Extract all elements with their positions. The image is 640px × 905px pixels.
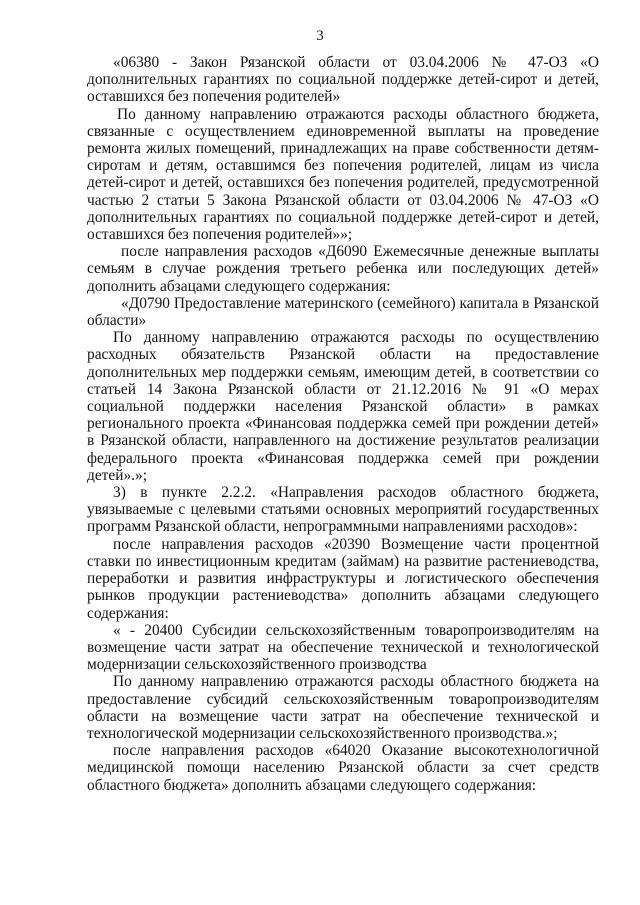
- paragraph-after-d6090: после направления расходов «Д6090 Ежемесячные денежные выплаты семьям в случае рождения третьего ребенка или последующих детей» дополнить абзацами следующего содержания:: [87, 243, 599, 295]
- document-body: [87, 54, 599, 794]
- page-number: 3: [316, 28, 324, 44]
- paragraph-d0790-heading: «Д0790 Предоставление материнского (семейного) капитала в Рязанской области»: [87, 294, 599, 330]
- paragraph-06380-description: По данному направлению отражаются расходы областного бюджета, связанные с осуществлением единовременной выплаты на проведение ремонта жилых помещений, принадлежащих на праве собственности детям-сиротам и детям, оставшимся без попечения родителей, лицам из числа детей-сирот и детей, оставшихся без попечения родителей, предусмотренной частью 2 статьи 5 Закона Рязанской области от 03.04.2006 № 47-ОЗ «О дополнительных гарантиях по социальной поддержке детей-сирот и детей, оставшихся без попечения родителей»»;: [87, 105, 599, 244]
- paragraph-20400-description: По данному направлению отражаются расходы областного бюджета на предоставление субсидий сельскохозяйственным товаропроизводителям области на возмещение части затрат на обеспечение технической и технологической модернизации сельскохозяйственного производства.»;: [87, 673, 599, 742]
- paragraph-after-20390: после направления расходов «20390 Возмещение части процентной ставки по инвестиционным кредитам (займам) на развитие растениеводства, переработки и развития инфраструктуры и логистического обеспечения рынков продукции растениеводства» дополнить абзацами следующего содержания:: [87, 535, 599, 622]
- paragraph-20400-heading: « - 20400 Субсидии сельскохозяйственным товаропроизводителям на возмещение части затрат на обеспечение технической и технологической модернизации сельскохозяйственного производства: [87, 621, 599, 674]
- paragraph-law-06380: «06380 - Закон Рязанской области от 03.04.2006 № 47-ОЗ «О дополнительных гарантиях по социальной поддержке детей-сирот и детей, оставшихся без попечения родителей»: [87, 54, 599, 106]
- paragraph-item-3: 3) в пункте 2.2.2. «Направления расходов областного бюджета, увязываемые с целевыми статьями основных мероприятий государственных программ Рязанской области, непрограммными направлениями расходов»:: [87, 484, 599, 536]
- paragraph-after-64020: после направления расходов «64020 Оказание высокотехнологичной медицинской помощи населению Рязанской области за счет средств областного бюджета» дополнить абзацами следующего содержания:: [87, 742, 599, 794]
- paragraph-d0790-description: По данному направлению отражаются расходы по осуществлению расходных обязательств Рязанской области на предоставление дополнительных мер поддержки семьям, имеющим детей, в соответствии со статьей 14 Закона Рязанской области от 21.12.2016 № 91 «О мерах социальной поддержки населения Рязанской области» в рамках регионального проекта «Финансовая поддержка семей при рождении детей» в Рязанской области, направленного на достижение результатов реализации федерального проекта «Финансовая поддержка семей при рождении детей».»;: [87, 329, 599, 484]
